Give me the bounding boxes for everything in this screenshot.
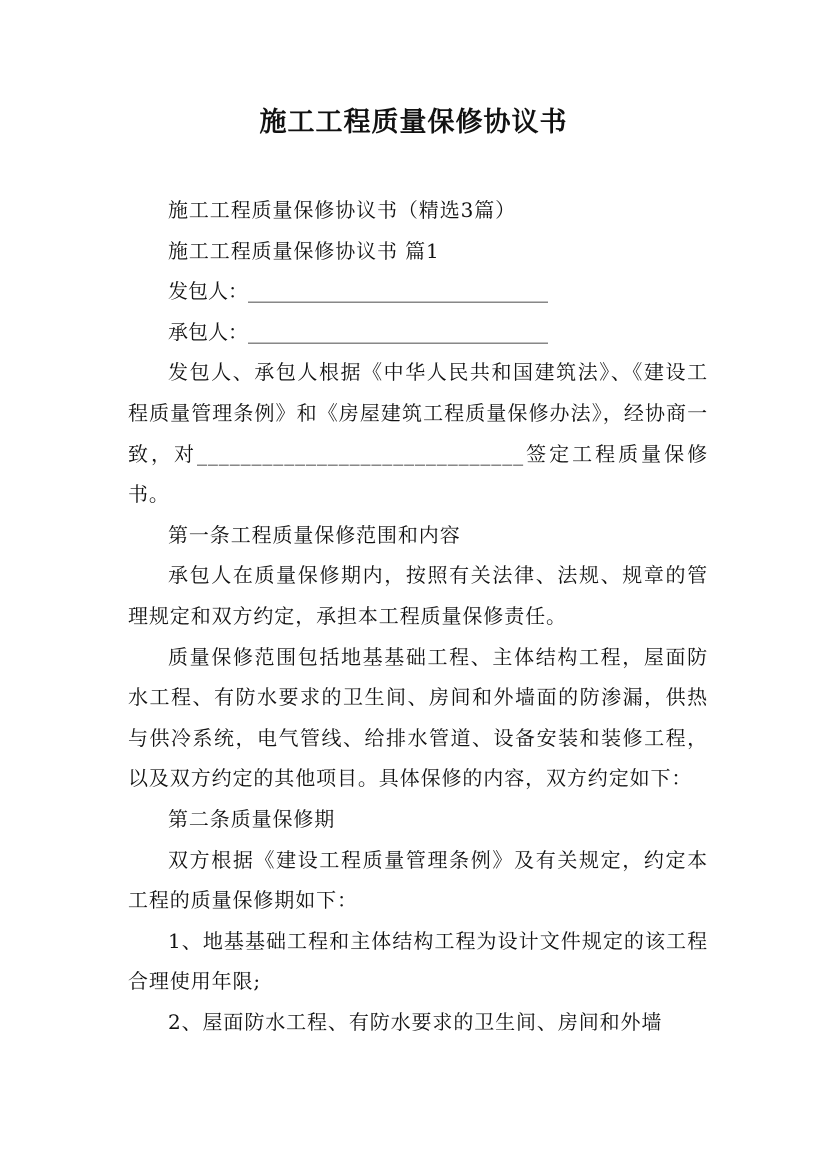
paragraph-subtitle: 施工工程质量保修协议书（精选3篇） bbox=[168, 198, 517, 222]
paragraph-item-2: 2、屋面防水工程、有防水要求的卫生间、房间和外墙 bbox=[168, 1009, 663, 1034]
paragraph-employer-line: 发包人：______________________________ bbox=[168, 279, 548, 304]
document-body bbox=[128, 190, 708, 1042]
paragraph-article-2-heading: 第二条质量保修期 bbox=[168, 806, 336, 831]
paragraph-article-2-text: 双方根据《建设工程质量管理条例》及有关规定，约定本工程的质量保修期如下： bbox=[128, 847, 708, 913]
document-title: 施工工程质量保修协议书 bbox=[259, 107, 568, 138]
paragraph-article-1-heading: 第一条工程质量保修范围和内容 bbox=[168, 522, 461, 547]
paragraph-section-heading: 施工工程质量保修协议书 篇1 bbox=[168, 238, 440, 263]
paragraph-article-1-text: 承包人在质量保修期内，按照有关法律、法规、规章的管理规定和双方约定，承担本工程质量保修责任。 bbox=[128, 563, 708, 628]
paragraph-contractor-line: 承包人：______________________________ bbox=[168, 319, 548, 344]
paragraph-preamble: 发包人、承包人根据《中华人民共和国建筑法》、《建设工程质量管理条例》和《房屋建筑工程质量保修办法》，经协商一致，对______________________________签定工程质量保修书。 bbox=[128, 360, 708, 507]
paragraph-item-1: 1、地基基础工程和主体结构工程为设计文件规定的该工程合理使用年限; bbox=[128, 928, 708, 994]
paragraph-scope: 质量保修范围包括地基基础工程、主体结构工程，屋面防水工程、有防水要求的卫生间、房间和外墙面的防渗漏，供热与供冷系统，电气管线、给排水管道、设备安装和装修工程，以及双方约定的其他项目。具体保修的内容，双方约定如下： bbox=[128, 644, 708, 791]
